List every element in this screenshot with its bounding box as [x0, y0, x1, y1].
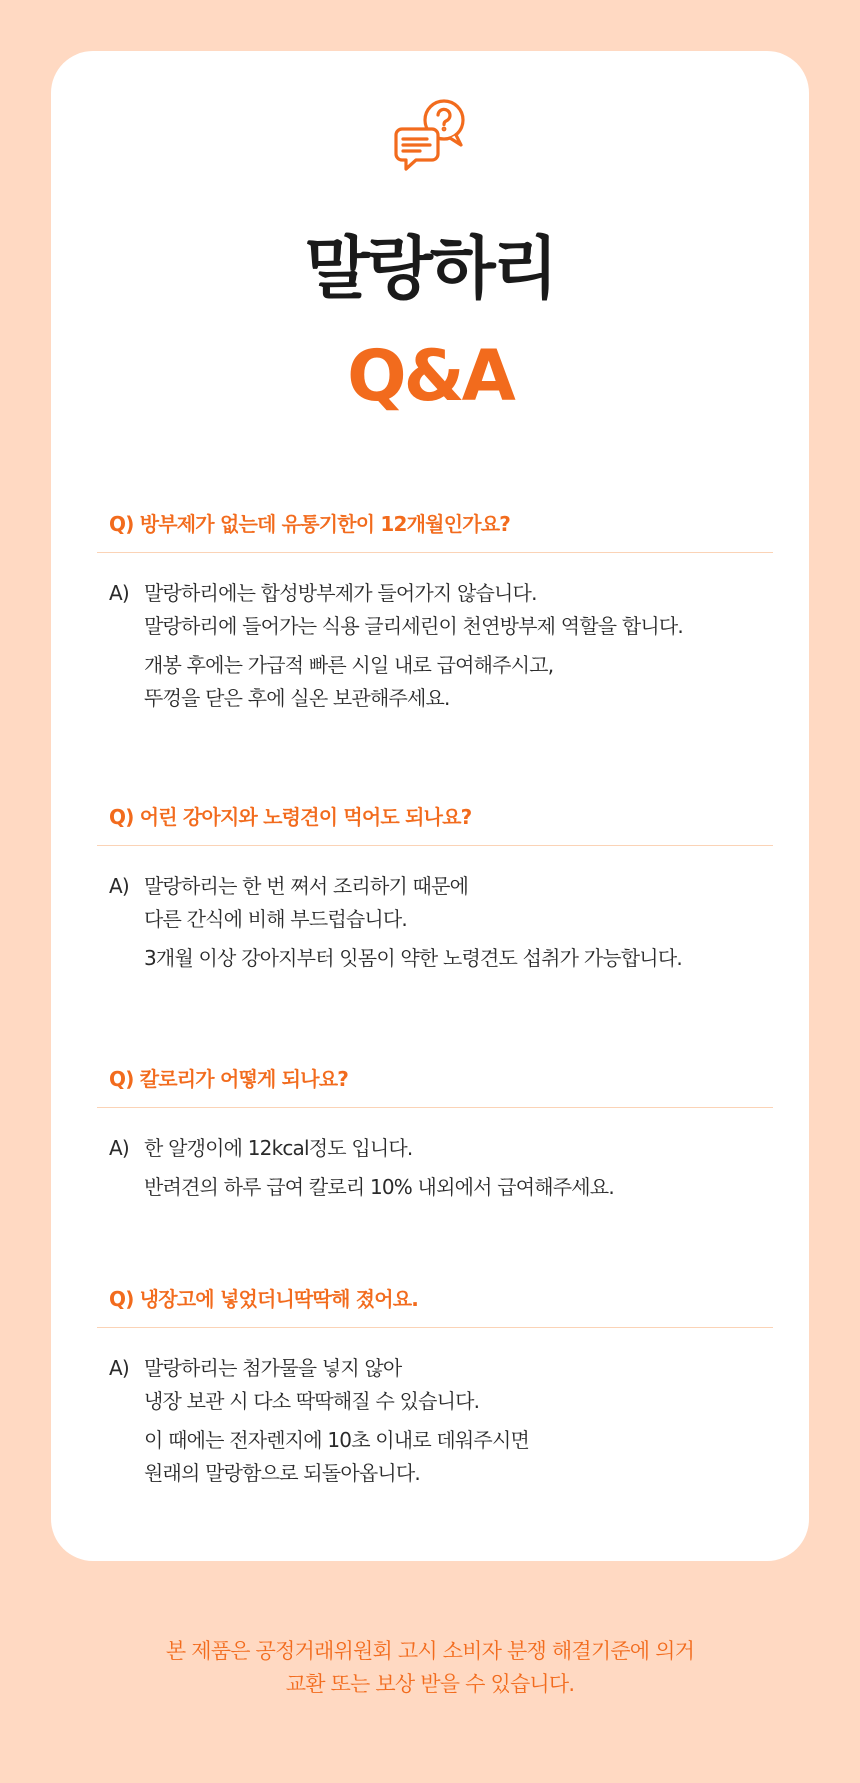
question: Q) 칼로리가 어떻게 되나요? — [97, 1062, 773, 1108]
answer-label: A) — [109, 1136, 129, 1160]
answer-line: 이 때에는 전자렌지에 10초 이내로 데워주시면 — [144, 1428, 529, 1452]
page-subtitle: Q&A — [347, 335, 513, 417]
answer-paragraph — [144, 577, 773, 643]
answer-line: 냉장 보관 시 다소 딱딱해질 수 있습니다. — [144, 1389, 480, 1413]
qa-item — [97, 1282, 773, 1496]
answer-line: 3개월 이상 강아지부터 잇몸이 약한 노령견도 섭취가 가능합니다. — [144, 946, 682, 970]
answer-line: 말랑하리는 한 번 쪄서 조리하기 때문에 — [144, 874, 469, 898]
answer-paragraph — [144, 1352, 773, 1418]
answer-label: A) — [109, 1356, 129, 1380]
answer-label: A) — [109, 874, 129, 898]
answer — [97, 870, 773, 975]
answer-paragraph — [144, 942, 773, 975]
answer-paragraph — [144, 649, 773, 715]
answer-line: 다른 간식에 비해 부드럽습니다. — [144, 907, 407, 931]
answer-paragraph — [144, 1171, 773, 1204]
qa-card — [51, 51, 809, 1561]
question: Q) 어린 강아지와 노령견이 먹어도 되나요? — [97, 800, 773, 846]
footer-line: 본 제품은 공정거래위원회 고시 소비자 분쟁 해결기준에 의거 — [165, 1639, 695, 1663]
answer — [97, 1132, 773, 1204]
footer-line: 교환 또는 보상 받을 수 있습니다. — [285, 1672, 575, 1696]
answer-line: 개봉 후에는 가급적 빠른 시일 내로 급여해주시고, — [144, 653, 554, 677]
qa-item — [97, 1062, 773, 1210]
answer-line: 원래의 말랑함으로 되돌아옵니다. — [144, 1461, 420, 1485]
answer-label: A) — [109, 581, 129, 605]
qa-item — [97, 507, 773, 721]
answer-line: 한 알갱이에 12kcal정도 입니다. — [144, 1136, 413, 1160]
chat-question-icon — [390, 97, 470, 177]
answer-paragraph — [144, 1132, 773, 1165]
answer-line: 말랑하리에는 합성방부제가 들어가지 않습니다. — [144, 581, 537, 605]
qa-item — [97, 800, 773, 981]
page-title: 말랑하리 — [304, 230, 556, 309]
answer-line: 뚜껑을 닫은 후에 실온 보관해주세요. — [144, 686, 450, 710]
answer-line: 반려견의 하루 급여 칼로리 10% 내외에서 급여해주세요. — [144, 1175, 614, 1199]
footer-notice — [0, 1635, 860, 1701]
answer-paragraph — [144, 1424, 773, 1490]
answer-line: 말랑하리에 들어가는 식용 글리세린이 천연방부제 역할을 합니다. — [144, 614, 683, 638]
answer — [97, 1352, 773, 1490]
answer — [97, 577, 773, 715]
answer-line: 말랑하리는 첨가물을 넣지 않아 — [144, 1356, 402, 1380]
question: Q) 냉장고에 넣었더니딱딱해 졌어요. — [97, 1282, 773, 1328]
question: Q) 방부제가 없는데 유통기한이 12개월인가요? — [97, 507, 773, 553]
answer-paragraph — [144, 870, 773, 936]
